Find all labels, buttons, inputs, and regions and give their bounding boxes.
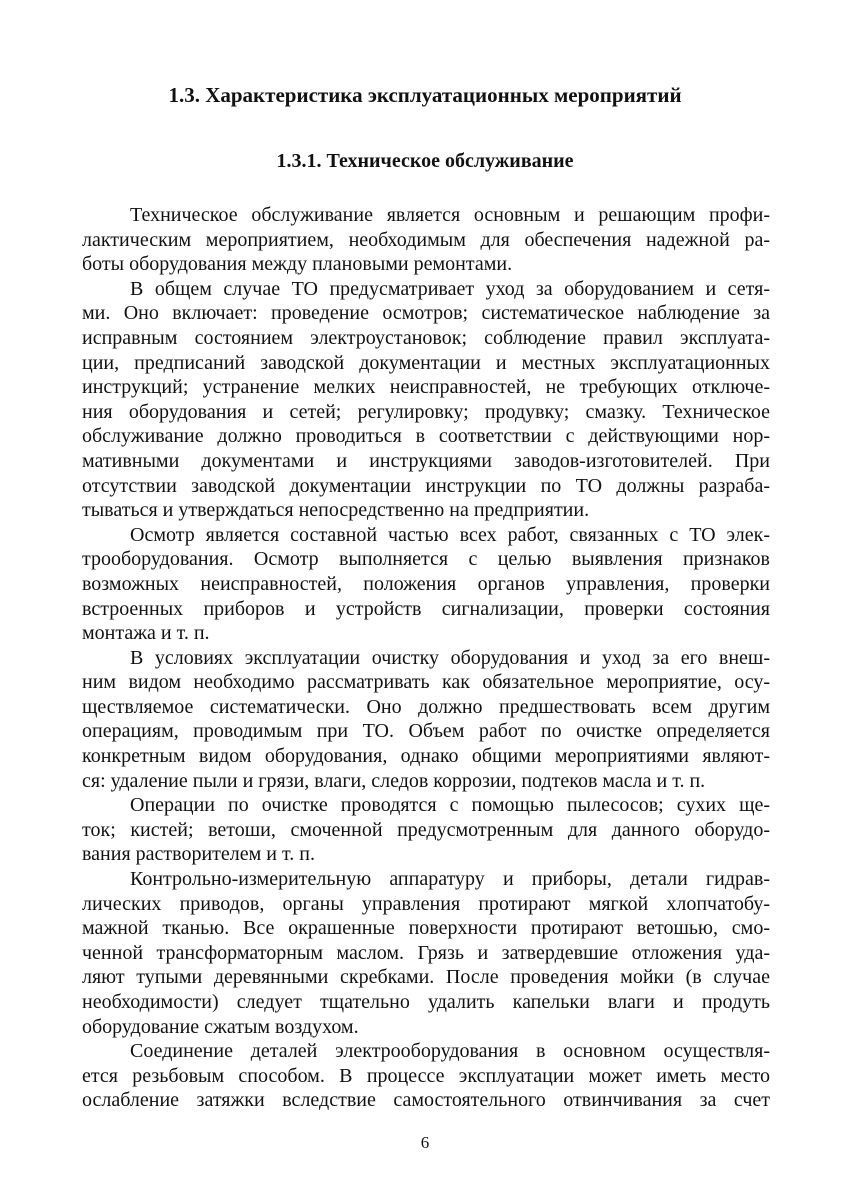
text-line: ним видом необходимо рассматривать как обязательное мероприятие, осу-	[82, 671, 770, 694]
text-line: ществляемое систематически. Оно должно предшествовать всем другим	[82, 695, 770, 718]
text-line: ток; кистей; ветоши, смоченной предусмотренным для данного оборудо-	[82, 818, 770, 841]
text-line: мативными документами и инструкциями заводов-изготовителей. При	[82, 449, 770, 472]
text-line: ми. Оно включает: проведение осмотров; систематическое наблюдение за	[82, 302, 770, 325]
section-heading: 1.3. Характеристика эксплуатационных мероприятий	[168, 83, 682, 107]
text-line: мажной тканью. Все окрашенные поверхности протирают ветошью, смо-	[82, 917, 770, 940]
text-line: боты оборудования между плановыми ремонтами.	[82, 253, 513, 276]
text-line: отсутствии заводской документации инструкции по ТО должны разраба-	[82, 474, 770, 497]
text-line: ния оборудования и сетей; регулировку; продувку; смазку. Техническое	[82, 400, 770, 423]
text-line: необходимости) следует тщательно удалить капельки влаги и продуть	[82, 991, 770, 1013]
text-line: ченной трансформаторным маслом. Грязь и затвердевшие отложения уда-	[82, 941, 770, 964]
text-line: ослабление затяжки вследствие самостоятельного отвинчивания за счет	[82, 1089, 770, 1112]
text-line: лических приводов, органы управления протирают мягкой хлопчатобу-	[82, 892, 770, 915]
body-text	[82, 203, 770, 1113]
text-line: обслуживание должно проводиться в соответствии с действующими нор-	[82, 425, 770, 448]
text-line: возможных неисправностей, положения органов управления, проверки	[82, 572, 770, 595]
text-line: встроенных приборов и устройств сигнализации, проверки состояния	[82, 597, 770, 620]
text-line: ции, предписаний заводской документации и местных эксплуатационных	[82, 351, 770, 374]
text-line: ся: удаление пыли и грязи, влаги, следов коррозии, подтеков масла и т. п.	[82, 769, 706, 792]
page-number: 6	[420, 1133, 430, 1152]
text-line: Осмотр является составной частью всех работ, связанных с ТО элек-	[130, 523, 770, 546]
text-line: исправным состоянием электроустановок; соблюдение правил эксплуата-	[82, 326, 770, 349]
text-line: ляют тупыми деревянными скребками. После проведения мойки (в случае	[82, 966, 770, 989]
text-line: Соединение деталей электрооборудования в основном осуществля-	[130, 1040, 770, 1063]
text-line: В общем случае ТО предусматривает уход за оборудованием и сетя-	[130, 277, 770, 300]
text-line: инструкций; устранение мелких неисправностей, не требующих отключе-	[82, 376, 770, 399]
text-line: Операции по очистке проводятся с помощью пылесосов; сухих ще-	[130, 794, 770, 817]
text-line: вания растворителем и т. п.	[82, 843, 315, 866]
text-line: В условиях эксплуатации очистку оборудования и уход за его внеш-	[130, 646, 770, 669]
text-line: лактическим мероприятием, необходимым для обеспечения надежной ра-	[82, 228, 770, 251]
text-line: тываться и утверждаться непосредственно на предприятии.	[82, 499, 590, 522]
subsection-heading: 1.3.1. Техническое обслуживание	[276, 150, 574, 172]
text-line: оборудование сжатым воздухом.	[82, 1015, 359, 1038]
text-line: ется резьбовым способом. В процессе эксплуатации может иметь место	[82, 1064, 770, 1087]
text-line: Техническое обслуживание является основным и решающим профи-	[130, 204, 770, 226]
text-line: Контрольно-измерительную аппаратуру и приборы, детали гидрав-	[130, 868, 770, 891]
text-line: трооборудования. Осмотр выполняется с целью выявления признаков	[82, 548, 770, 571]
text-line: монтажа и т. п.	[82, 622, 210, 645]
text-line: операциям, проводимым при ТО. Объем работ по очистке определяется	[82, 720, 770, 743]
text-line: конкретным видом оборудования, однако общими мероприятиями являют-	[82, 745, 770, 768]
